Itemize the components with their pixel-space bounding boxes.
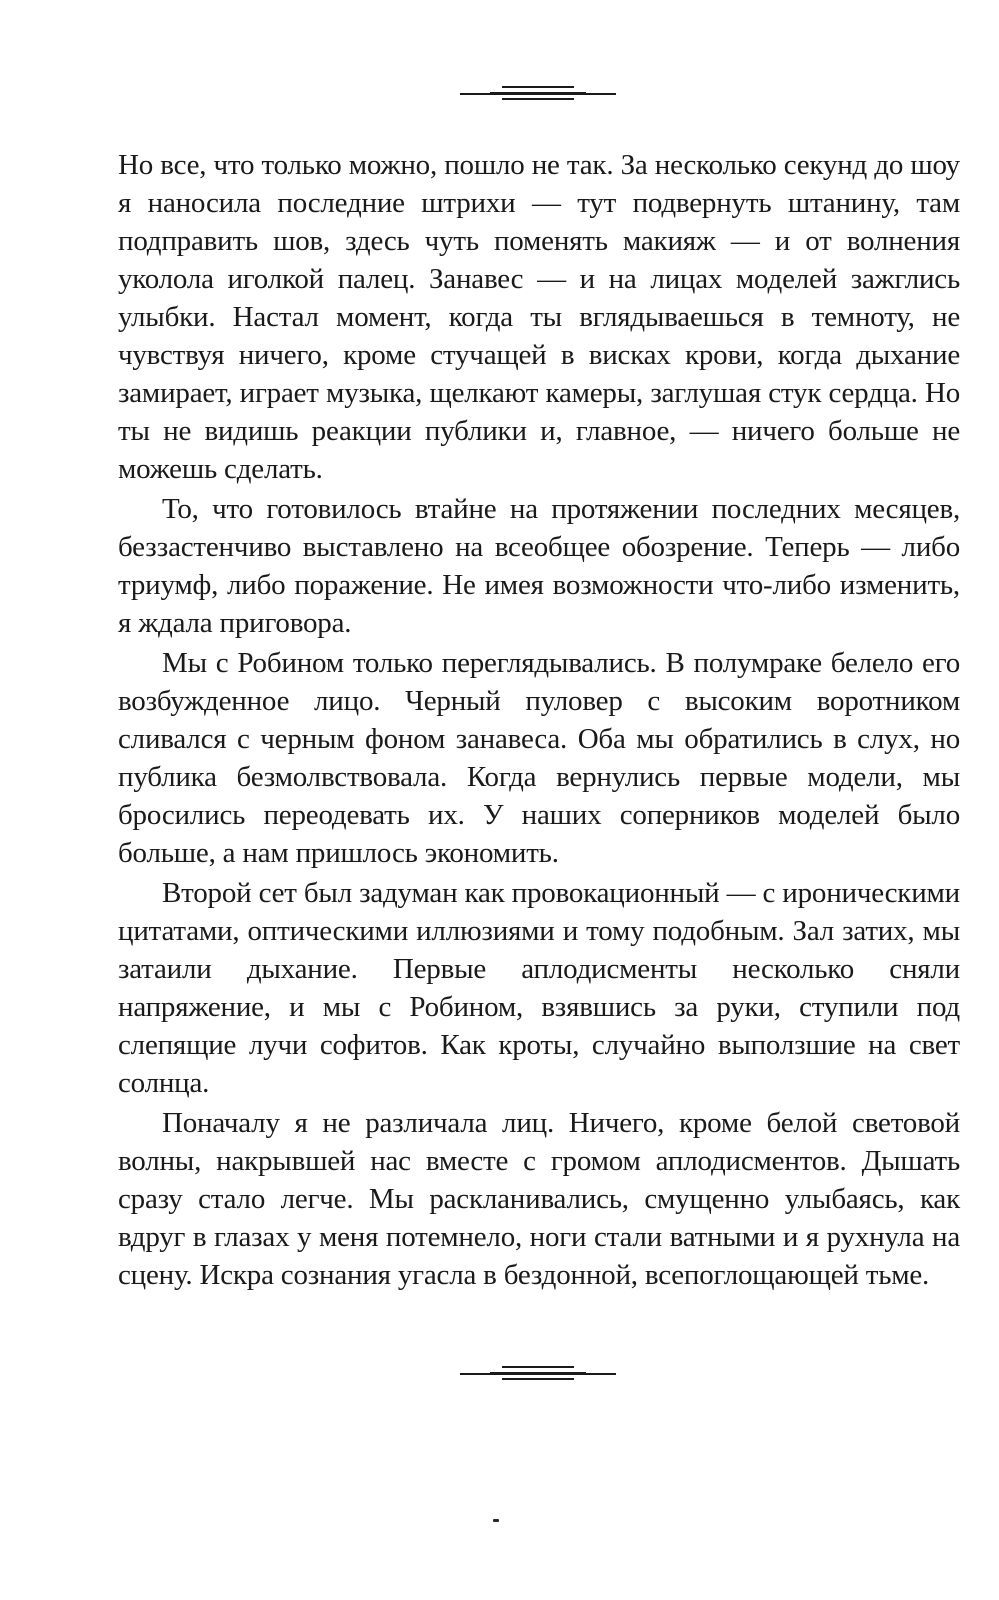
- body-text: [118, 146, 960, 1296]
- divider-line: [502, 86, 574, 88]
- top-ornament-divider: [460, 84, 616, 106]
- divider-line: [502, 98, 574, 100]
- print-speck: [493, 1519, 499, 1522]
- paragraph: Мы с Робином только переглядывались. В полумраке белело его возбужденное лицо. Черный пуловер с высоким воротником сливался с черным фоном занавеса. Оба мы обратились в слух, но публика безмолвствовала. Когда вернулись первые модели, мы бросились переодевать их. У наших соперников моделей было больше, а нам пришлось экономить.: [118, 647, 960, 869]
- bottom-ornament-divider: [460, 1364, 616, 1386]
- divider-line: [502, 1366, 574, 1368]
- divider-line: [490, 92, 586, 95]
- paragraph: То, что готовилось втайне на протяжении последних месяцев, беззастенчиво выставлено на всеобщее обозрение. Теперь — либо триумф, либо поражение. Не имея возможности что-либо изменить, я ждала приговора.: [118, 493, 960, 639]
- paragraph: Второй сет был задуман как провокационный — с ироническими цитатами, оптическими иллюзиями и тому подобным. Зал затих, мы затаили дыхание. Первые аплодисменты несколько сняли напряжение, и мы с Робином, взявшись за руки, ступили под слепящие лучи софитов. Как кроты, случайно выползшие на свет солнца.: [118, 877, 960, 1099]
- paragraph: Поначалу я не различала лиц. Ничего, кроме белой световой волны, накрывшей нас вместе с громом аплодисментов. Дышать сразу стало легче. Мы раскланивались, смущенно улыбаясь, как вдруг в глазах у меня потемнело, ноги стали ватными и я рухнула на сцену. Искра сознания угасла в бездонной, всепоглощающей тьме.: [118, 1107, 960, 1291]
- divider-line: [502, 1378, 574, 1380]
- paragraph: Но все, что только можно, пошло не так. За несколько секунд до шоу я наносила последние штрихи — тут подвернуть штанину, там подправить шов, здесь чуть поменять макияж — и от волнения уколола иголкой палец. Занавес — и на лицах моделей зажглись улыбки. Настал момент, когда ты вглядываешься в темноту, не чувствуя ничего, кроме стучащей в висках крови, когда дыхание замирает, играет музыка, щелкают камеры, заглушая стук сердца. Но ты не видишь реакции публики и, главное, — ничего больше не можешь сделать.: [118, 149, 960, 485]
- divider-line: [490, 1372, 586, 1375]
